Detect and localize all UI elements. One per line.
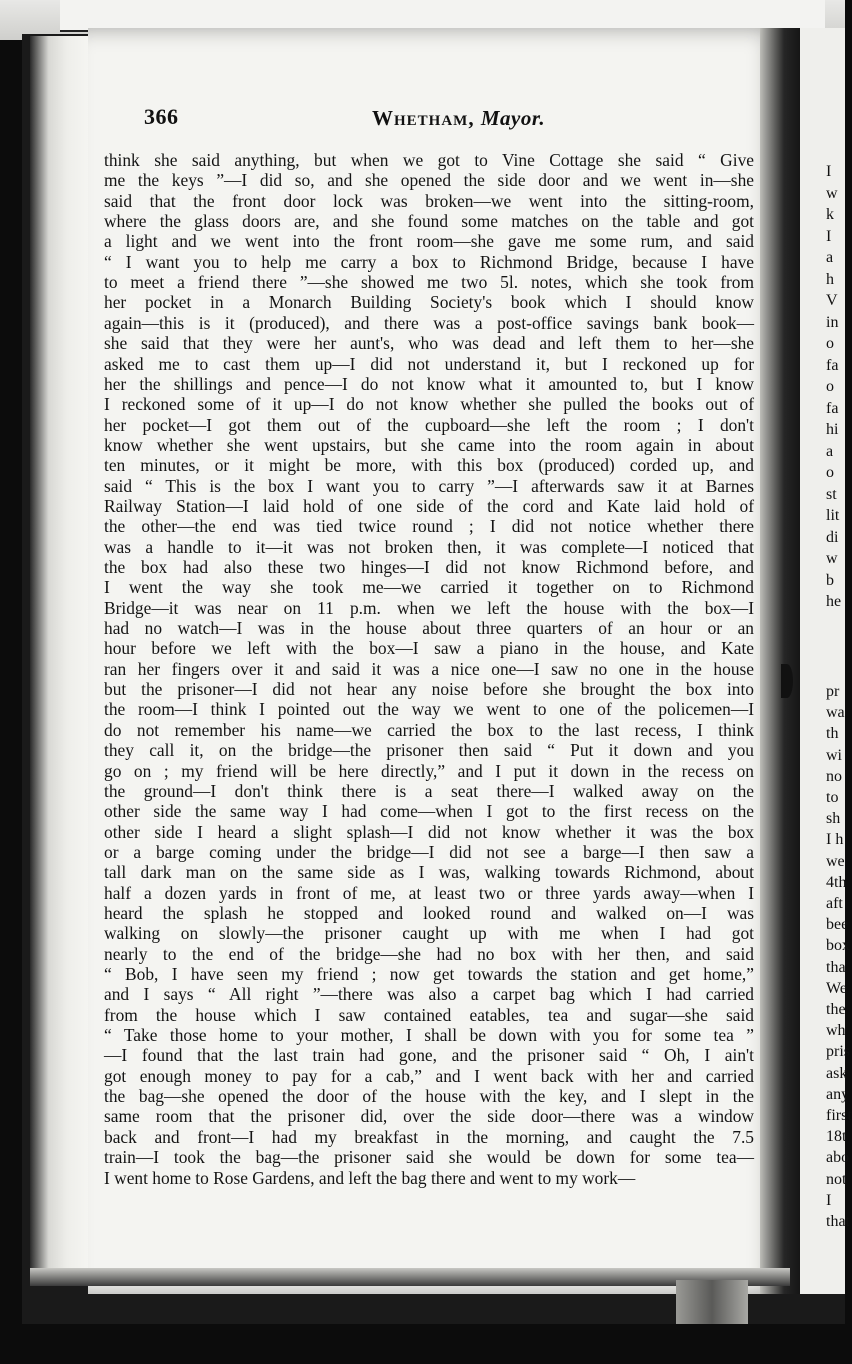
book-tail-block [676,1280,748,1324]
text-line: other side the same way I had come—when I got to the first recess on the [104,801,754,822]
text-line: “ Take those home to your mother, I shall be down with you for some tea ” [104,1025,754,1046]
facing-page-text-fragment: first [826,1107,852,1124]
facing-page-text-fragment: di [826,528,839,546]
running-head [372,106,545,131]
text-line: same room that the prisoner did, over the side door—there was a window [104,1106,754,1127]
facing-page-text-fragment: tha [826,958,846,976]
text-line: ten minutes, or it might be more, with this box (produced) corded up, and [104,455,754,476]
facing-page-text-fragment: h [826,270,834,288]
text-line: or a barge coming under the bridge—I did not see a barge—I then saw a [104,841,754,862]
text-line: Bridge—it was near on 11 p.m. when we left the house with the box—I [104,597,754,618]
text-line: hour before we left with the box—I saw a piano in the house, and Kate [104,638,754,659]
facing-page-text-fragment: I [826,227,832,245]
facing-page-text-fragment: a [826,442,834,460]
facing-page-text-fragment: I [826,163,832,180]
text-line: she said that they were her aunt's, who was dead and left them to her—she [104,333,754,354]
facing-page-text-fragment: the [826,1001,846,1018]
text-line: where the glass doors are, and she found some matches on the table and got [104,211,754,232]
text-line: think she said anything, but when we got to Vine Cottage she said “ Give [104,150,754,170]
facing-page-text-fragment: abo [826,1149,850,1167]
facing-page-text-fragment: pris [826,1043,850,1061]
text-line: train—I took the bag—the prisoner said she would be down for some tea— [104,1147,754,1168]
facing-page-text-fragment: We [826,979,847,997]
facing-page-text-fragment: box [826,937,850,955]
facing-page-text-fragment: I [826,1191,832,1209]
facing-page-text-fragment: 4th [826,873,847,891]
facing-page-text-fragment: fa [826,356,839,374]
text-line: asked me to cast them up—I did not understand it, but I reckoned up for [104,353,754,374]
facing-page-text-fragment: 18t [826,1128,847,1146]
text-line: but the prisoner—I did not hear any noise before she brought the box into [104,679,754,700]
facing-page-text-fragment: that [826,1213,850,1230]
text-line: I went home to Rose Gardens, and left the bag there and went to my work— [104,1167,636,1188]
facing-page-text-fragment: b [826,571,834,589]
facing-page-text-fragment: to [826,789,839,806]
text-line: said that the front door lock was broken—we went into the sitting-room, [104,190,754,211]
running-head-title: Mayor. [480,106,546,130]
facing-page-text-fragment: a [826,249,834,266]
text-line: her pocket in a Monarch Building Society's book which I should know [104,292,754,313]
text-line: me the keys ”—I did so, and she opened the side door and we went in—she [104,170,754,191]
text-line: know whether she went upstairs, but she came into the room again in about [104,434,754,455]
text-line: tall dark man on the same side as I was, walking towards Richmond, about [104,862,754,883]
facing-page-text-fragment: bee [826,916,849,934]
facing-page-text-fragment: k [826,206,834,223]
page-stack-left-edge [30,36,92,1280]
text-line: they call it, on the bridge—the prisoner then said “ Put it down and you [104,740,754,761]
facing-page-text-fragment: wh [826,1022,846,1040]
facing-page-text-fragment: he [826,593,842,610]
text-line: the box had also these two hinges—I did not know Richmond before, and [104,557,754,577]
text-line: Railway Station—I laid hold of one side of the cord and Kate laid hold of [104,495,754,516]
text-line: to meet a friend there ”—she showed me two 5l. notes, which she took from [104,272,754,293]
facing-page-text-fragment: th [826,725,839,743]
text-line: back and front—I had my breakfast in the morning, and caught the 7.5 [104,1126,754,1147]
text-line: a light and we went into the front room—she gave me some rum, and said [104,231,754,252]
text-line: walking on slowly—the prisoner caught up with me when I had got [104,923,754,944]
facing-page-text-fragment: o [826,464,834,481]
facing-page-text-fragment: fa [826,399,839,417]
text-line: the other—the end was tied twice round ; I did not notice whether there [104,516,754,537]
text-line: again—this is it (produced), and there was a post-office savings bank book— [104,312,754,333]
text-line: ran her fingers over it and said it was a nice one—I saw no one in the house [104,658,754,679]
text-line: “ Bob, I have seen my friend ; now get towards the station and get home,” [104,964,754,984]
facing-page-text-fragment: I h [826,831,844,849]
text-line: said “ This is the box I want you to carry ”—I afterwards saw it at Barnes [104,475,754,496]
facing-page-text-fragment: lit [826,507,840,524]
text-line: go on ; my friend will be here directly,” and I put it down in the recess on [104,760,754,781]
text-line: do not remember his name—we carried the box to the last recess, I think [104,719,754,740]
text-line: had no watch—I was in the house about three quarters of an hour or an [104,618,754,639]
facing-page-text-fragment: st [826,485,837,503]
facing-page-text-fragment: wi [826,746,842,764]
text-line: other side I heard a slight splash—I did not know whether it was the box [104,821,754,842]
right-page-fragment [800,28,852,1294]
facing-page-text-fragment: in [826,313,839,331]
text-line: “ I want you to help me carry a box to Richmond Bridge, because I have [104,251,754,272]
text-line: her the shillings and pence—I do not know what it amounted to, but I know [104,373,754,394]
facing-page-text-fragment: we [826,852,845,870]
text-line: and I says “ All right ”—there was also a carpet bag which I had carried [104,984,754,1005]
text-line: the bag—she opened the door of the house with the key, and I slept in the [104,1086,754,1107]
facing-page-text-fragment: no [826,767,842,785]
text-line: got enough money to pay for a cab,” and I went back with her and carried [104,1065,754,1086]
text-line: from the house which I saw contained eatables, tea and sugar—she said [104,1004,754,1025]
facing-page-text-fragment: aft [826,895,843,912]
text-line: half a dozen yards in front of me, at least two or three yards away—when I [104,882,754,903]
facing-page-text-fragment: wa [826,704,845,722]
facing-page-text-fragment: not [826,1170,847,1188]
text-line: I reckoned some of it up—I do not know whether she pulled the books out of [104,394,754,415]
text-line: the room—I think I pointed out the way we went to one of the policemen—I [104,699,754,720]
text-line: her pocket—I got them out of the cupboard—she left the room ; I don't [104,414,754,435]
text-line: I went the way she took me—we carried it together on to Richmond [104,577,754,598]
facing-page-text-fragment: hi [826,421,839,438]
text-line: the ground—I don't think there is a seat there—I walked away on the [104,780,754,801]
text-line: —I found that the last train had gone, and the prisoner said “ Oh, I ain't [104,1045,754,1066]
spine-mark [781,664,793,698]
facing-page-text-fragment: any [826,1085,850,1103]
facing-page-text-fragment: w [826,184,838,202]
text-line: nearly to the end of the bridge—she had no box with her then, and said [104,943,754,964]
text-line: was a handle to it—it was not broken then, it was complete—I noticed that [104,536,754,557]
facing-page-text-fragment: w [826,550,838,567]
book-gutter [760,28,804,1294]
running-head-name: Whetham, [372,106,475,130]
facing-page-text-fragment: sh [826,810,841,828]
facing-page-text-fragment: pr [826,683,840,700]
page-number: 366 [144,104,179,129]
facing-page-text-fragment: ask [826,1064,848,1082]
facing-page-text-fragment: V [826,292,838,309]
facing-page-text-fragment: o [826,335,834,352]
facing-page-text-fragment: o [826,378,834,395]
text-line: heard the splash he stopped and looked round and walked on—I was [104,902,754,923]
